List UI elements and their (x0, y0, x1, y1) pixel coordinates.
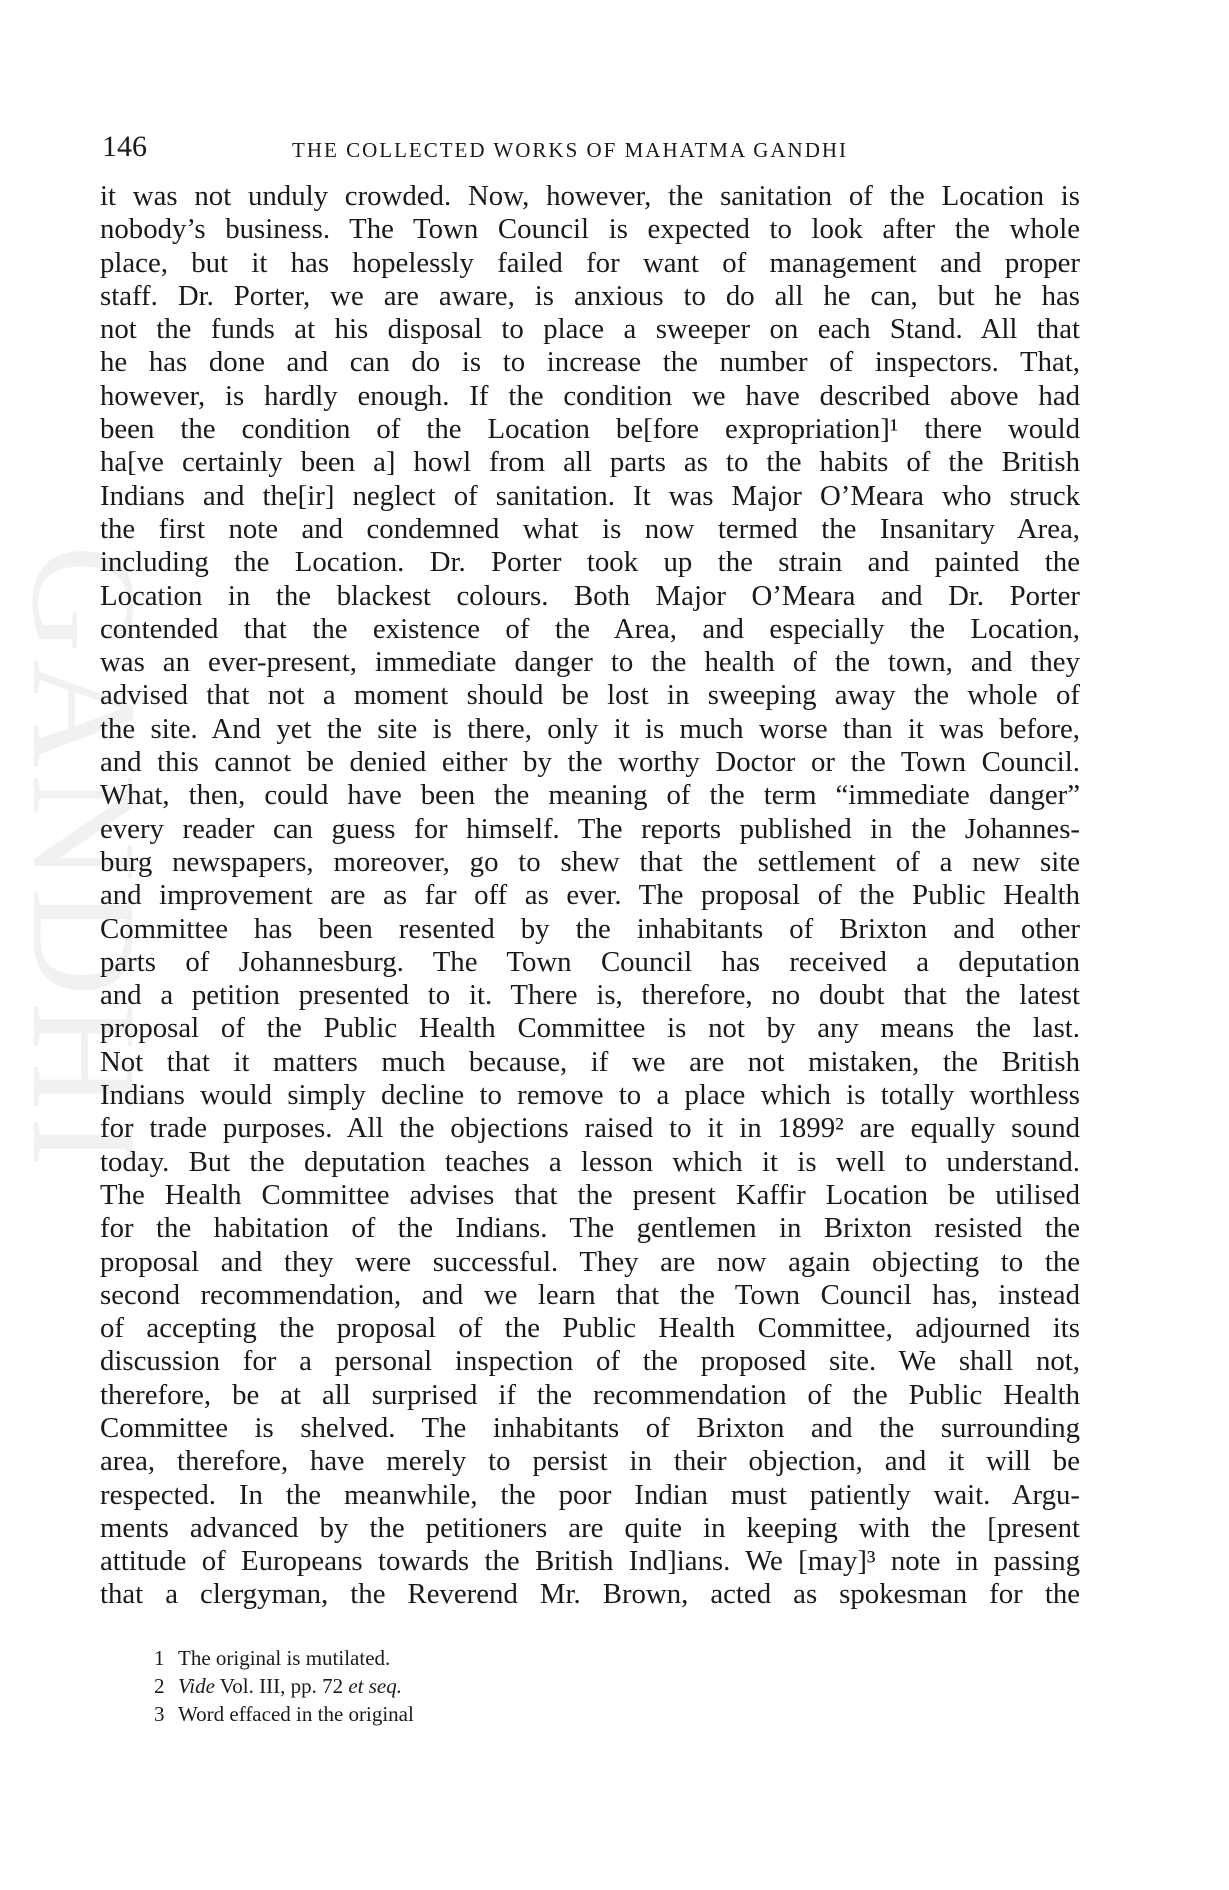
footnote-number: 3 (154, 1702, 165, 1726)
text-line: contended that the existence of the Area, and especially the Location, (100, 612, 1080, 645)
footnote-italic-tail: et seq. (348, 1674, 402, 1698)
text-line: and this cannot be denied either by the worthy Doctor or the Town Council. (100, 746, 1080, 779)
watermark: GANDHI (1, 545, 167, 1173)
text-line: that a clergyman, the Reverend Mr. Brown, acted as spokesman for the (100, 1578, 1080, 1611)
page-header (102, 130, 1080, 170)
footnote-3 (154, 1700, 854, 1728)
text-line: Indians and the[ir] neglect of sanitation. It was Major O’Meara who struck (100, 479, 1080, 512)
text-line: Not that it matters much because, if we are not mistaken, the British (100, 1045, 1080, 1078)
text-line: parts of Johannesburg. The Town Council has received a deputation (100, 945, 1080, 978)
text-line: place, but it has hopelessly failed for want of management and proper (100, 246, 1080, 279)
text-line: burg newspapers, moreover, go to shew that the settlement of a new site (100, 845, 1080, 878)
footnotes (154, 1644, 854, 1728)
text-line: today. But the deputation teaches a lesson which it is well to understand. (100, 1145, 1080, 1178)
body-text (100, 180, 1080, 1612)
text-line: Indians would simply decline to remove to a place which is totally worthless (100, 1079, 1080, 1112)
text-line: the site. And yet the site is there, only it is much worse than it was before, (100, 712, 1080, 745)
text-line: Committee has been resented by the inhabitants of Brixton and other (100, 912, 1080, 945)
footnote-number: 1 (154, 1646, 165, 1670)
running-head: THE COLLECTED WORKS OF MAHATMA GANDHI (292, 138, 849, 162)
text-line: discussion for a personal inspection of the proposed site. We shall not, (100, 1345, 1080, 1378)
text-line: proposal and they were successful. They are now again objecting to the (100, 1245, 1080, 1278)
text-line: was an ever-present, immediate danger to the health of the town, and they (100, 646, 1080, 679)
text-line: therefore, be at all surprised if the recommendation of the Public Health (100, 1378, 1080, 1411)
text-line: the first note and condemned what is now termed the Insanitary Area, (100, 512, 1080, 545)
text-line: however, is hardly enough. If the condition we have described above had (100, 379, 1080, 412)
footnote-text: Word effaced in the original (178, 1702, 414, 1726)
text-line: Location in the blackest colours. Both Major O’Meara and Dr. Porter (100, 579, 1080, 612)
text-line: for the habitation of the Indians. The gentlemen in Brixton resisted the (100, 1212, 1080, 1245)
footnote-text: The original is mutilated. (178, 1646, 391, 1670)
footnote-italic-lead: Vide (178, 1674, 215, 1698)
text-line: advised that not a moment should be lost in sweeping away the whole of (100, 679, 1080, 712)
page-number: 146 (102, 130, 147, 163)
text-line: The Health Committee advises that the present Kaffir Location be utilised (100, 1178, 1080, 1211)
text-line: What, then, could have been the meaning of the term “immediate danger” (100, 779, 1080, 812)
text-line: ha[ve certainly been a] howl from all parts as to the habits of the British (100, 446, 1080, 479)
text-line: it was not unduly crowded. Now, however, the sanitation of the Location is (100, 180, 1080, 212)
text-line: Committee is shelved. The inhabitants of Brixton and the surrounding (100, 1411, 1080, 1444)
text-line: including the Location. Dr. Porter took up the strain and painted the (100, 546, 1080, 579)
text-line: staff. Dr. Porter, we are aware, is anxious to do all he can, but he has (100, 279, 1080, 312)
text-line: second recommendation, and we learn that the Town Council has, instead (100, 1278, 1080, 1311)
text-line: not the funds at his disposal to place a sweeper on each Stand. All that (100, 313, 1080, 346)
text-line: he has done and can do is to increase the number of inspectors. That, (100, 346, 1080, 379)
text-line: area, therefore, have merely to persist in their objection, and it will be (100, 1445, 1080, 1478)
text-line: been the condition of the Location be[fore expropriation]¹ there would (100, 413, 1080, 446)
text-line: of accepting the proposal of the Public Health Committee, adjourned its (100, 1312, 1080, 1345)
text-line: every reader can guess for himself. The reports published in the Johannes- (100, 812, 1080, 845)
text-line: and a petition presented to it. There is, therefore, no doubt that the latest (100, 979, 1080, 1012)
footnote-text: Vol. III, pp. 72 (214, 1674, 349, 1698)
text-line: ments advanced by the petitioners are quite in keeping with the [present (100, 1511, 1080, 1544)
text-line: for trade purposes. All the objections raised to it in 1899² are equally sound (100, 1112, 1080, 1145)
text-line: and improvement are as far off as ever. The proposal of the Public Health (100, 879, 1080, 912)
text-line: proposal of the Public Health Committee is not by any means the last. (100, 1012, 1080, 1045)
text-line: respected. In the meanwhile, the poor Indian must patiently wait. Argu- (100, 1478, 1080, 1511)
text-line: nobody’s business. The Town Council is expected to look after the whole (100, 213, 1080, 246)
footnote-number: 2 (154, 1674, 165, 1698)
footnote-1 (154, 1644, 854, 1672)
text-line: attitude of Europeans towards the British Ind]ians. We [may]³ note in passing (100, 1545, 1080, 1578)
footnote-2 (154, 1672, 854, 1700)
